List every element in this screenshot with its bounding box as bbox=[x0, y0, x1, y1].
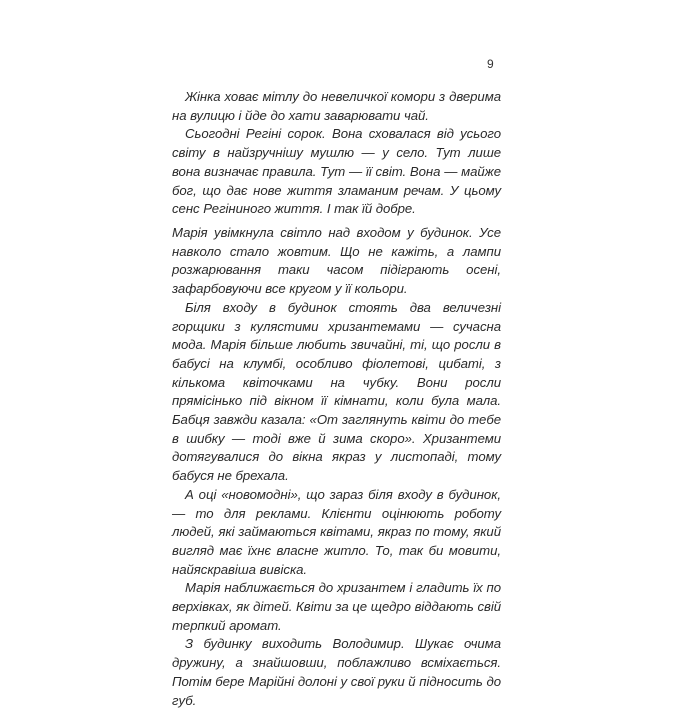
paragraph: Біля входу в будинок стоять два величезні горщики з кулястими хризантемами — сучасна мода. Марія більше любить звичайні, ті, що росли в бабусі на клумбі, особливо фіолетові, цибаті, з кількома квіточками на чубку. Вони росли прямісінько під вікном її кімнати, коли була мала. Бабця завжди казала: «От заглянуть квіти до тебе в шибку — тоді вже й зима скоро». Хризантеми дотягувалися до вікна якраз у листопаді, тому бабуся не брехала. bbox=[172, 299, 501, 484]
paragraph: Марія наближається до хризантем і гладить їх по верхівках, як дітей. Квіти за це щедро віддають свій терпкий аромат. bbox=[172, 580, 501, 633]
page-number: 9 bbox=[487, 57, 494, 71]
paragraph: Марія увімкнула світло над входом у будинок. Усе навколо стало жовтим. Що не кажіть, а лампи розжарювання таки часом підіграють осені, зафарбовуючи все кругом у її кольори. bbox=[172, 225, 501, 297]
paragraph: Сьогодні Регіні сорок. Вона сховалася від усього світу в найзручнішу мушлю — у село. Тут лише вона визначає правила. Тут — її світ. Вона — майже бог, що дає нове життя зламаним речам. У цьому сенс Регіниного життя. І так їй добре. bbox=[172, 126, 501, 217]
paragraph: А оці «новомодні», що зараз біля входу в будинок, — то для реклами. Клієнти оцінюють роботу людей, які займаються квітами, якраз по тому, який вигляд має їхнє власне житло. То, так би мовити, найяскравіша вивіска. bbox=[172, 486, 501, 577]
paragraph: Жінка ховає мітлу до невеличкої комори з дверима на вулицю і йде до хати заварювати чай. bbox=[172, 89, 501, 123]
text-block-1 bbox=[172, 88, 501, 219]
paragraph: З будинку виходить Володимир. Шукає очима дружину, а знайшовши, поблажливо всміхається. Потім бере Марійні долоні у свої руки й підносить до губ. bbox=[172, 636, 501, 708]
text-block-2 bbox=[172, 224, 501, 710]
